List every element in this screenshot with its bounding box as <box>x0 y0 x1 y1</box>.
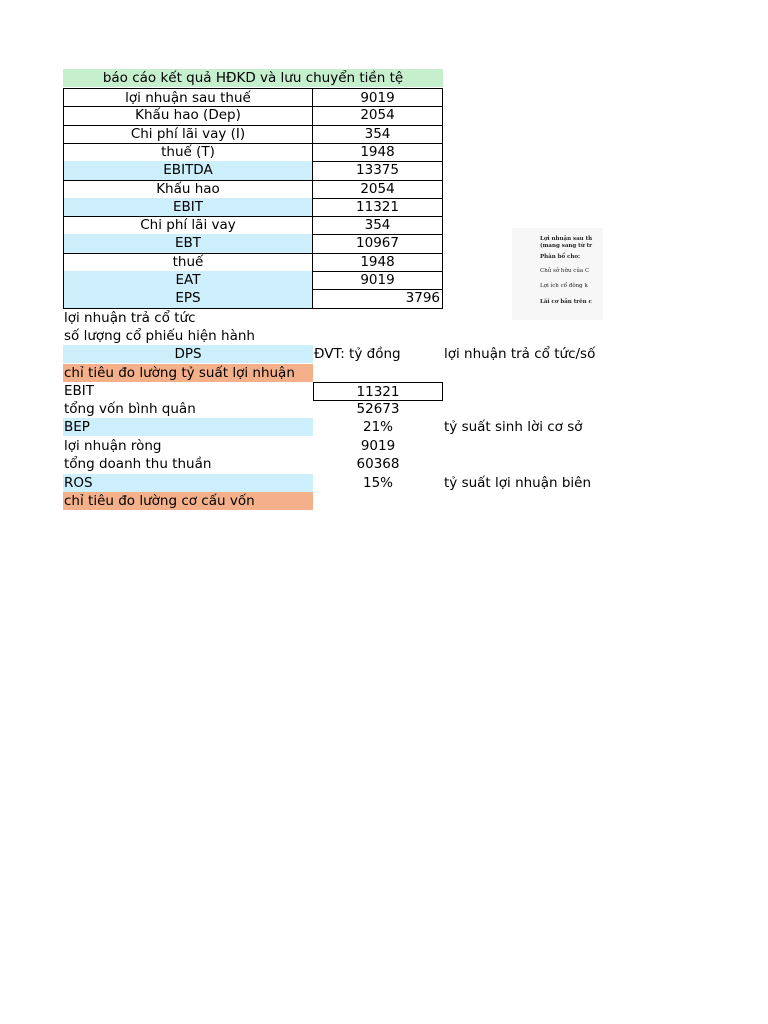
thumb-line: Lãi cơ bản trên c <box>540 299 592 305</box>
revenue-value: 60368 <box>356 456 400 472</box>
report-row-label: Chi phí lãi vay (I) <box>63 125 313 144</box>
dividend-profit-label: lợi nhuận trả cổ tức <box>64 310 196 326</box>
report-row-label: Chi phí lãi vay <box>63 216 313 235</box>
total-capital-label: tổng vốn bình quân <box>64 401 196 417</box>
report-row-label: thuế (T) <box>63 143 313 162</box>
report-row-value[interactable]: 9019 <box>313 271 443 290</box>
report-row-label: EAT <box>63 271 313 290</box>
thumb-line: Phân bổ cho: <box>540 254 581 260</box>
report-row-label: EBT <box>63 234 313 254</box>
ros-label: ROS <box>63 474 313 492</box>
revenue-label: tổng doanh thu thuần <box>64 456 212 472</box>
report-row-label: Khấu hao <box>63 180 313 199</box>
total-capital-value: 52673 <box>356 401 400 417</box>
profitability-header: chỉ tiêu đo lường tỷ suất lợi nhuận <box>63 364 313 382</box>
bep-label: BEP <box>63 418 313 436</box>
report-row-value[interactable]: 1948 <box>313 253 443 272</box>
bep-value: 21% <box>362 419 393 435</box>
report-row-value[interactable]: 10967 <box>313 234 443 254</box>
report-row-label: EPS <box>63 289 313 309</box>
report-row-value[interactable]: 354 <box>313 216 443 235</box>
embedded-report-image <box>512 228 603 320</box>
dps-note: lợi nhuận trả cổ tức/số <box>444 346 596 362</box>
net-profit-value: 9019 <box>360 438 396 454</box>
report-row-value[interactable]: 9019 <box>313 88 443 107</box>
bep-note: tỷ suất sinh lời cơ sở <box>444 419 583 435</box>
thumb-line: Lợi nhuận sau th <box>540 236 593 242</box>
report-row-value[interactable]: 13375 <box>313 161 443 181</box>
dps-label: DPS <box>63 345 313 363</box>
ebit-label: EBIT <box>64 383 95 399</box>
thumb-line: Chủ sở hữu của C <box>540 268 590 274</box>
thumb-line: Lợi ích cổ đông k <box>540 283 588 289</box>
report-title: báo cáo kết quả HĐKD và lưu chuyển tiền tệ <box>63 69 443 87</box>
report-row-value[interactable]: 11321 <box>313 198 443 217</box>
ros-note: tỷ suất lợi nhuận biên <box>444 475 592 491</box>
report-row-value[interactable]: 3796 <box>313 289 443 309</box>
thumb-line: (mang sang từ tr <box>540 243 593 249</box>
net-profit-label: lợi nhuận ròng <box>64 438 162 454</box>
report-row-label: EBITDA <box>63 161 313 181</box>
report-row-label: lợi nhuận sau thuế <box>63 88 313 107</box>
ros-value: 15% <box>362 475 393 491</box>
capital-structure-header: chỉ tiêu đo lường cơ cấu vốn <box>63 492 313 510</box>
ebit-value[interactable]: 11321 <box>313 382 443 401</box>
report-row-label: thuế <box>63 253 313 272</box>
report-row-label: Khấu hao (Dep) <box>63 106 313 126</box>
report-row-value[interactable]: 2054 <box>313 106 443 126</box>
shares-outstanding-label: số lượng cổ phiếu hiện hành <box>64 328 255 344</box>
report-row-value[interactable]: 2054 <box>313 180 443 199</box>
unit-label: ĐVT: tỷ đồng <box>314 346 401 362</box>
report-row-value[interactable]: 354 <box>313 125 443 144</box>
report-row-label: EBIT <box>63 198 313 217</box>
report-row-value[interactable]: 1948 <box>313 143 443 162</box>
